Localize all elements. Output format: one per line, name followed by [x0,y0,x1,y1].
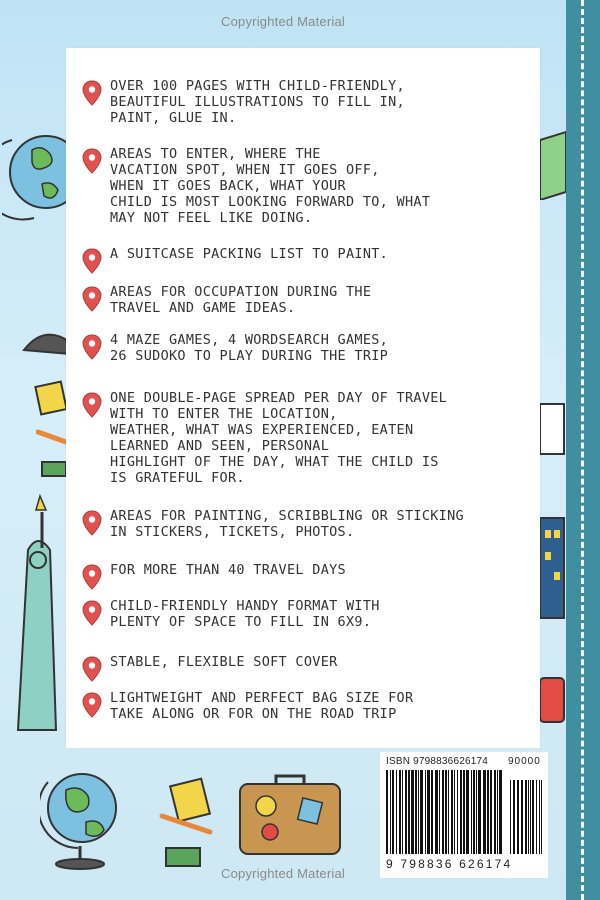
barcode-bar [483,770,486,854]
barcode-bar [457,770,458,854]
isbn-digits: 9 798836 626174 [386,857,513,871]
globe-doodle-bottom [40,762,126,872]
building-doodle [540,512,566,622]
barcode-addon-bar [517,780,519,854]
list-item [82,562,532,590]
map-pin-icon [82,392,102,418]
list-item [82,690,532,722]
list-item [82,654,532,682]
suitcase-doodle [236,770,346,860]
barcode-addon-bar [536,780,537,854]
copyright-watermark-top: Copyrighted Material [221,14,345,29]
map-pin-icon [82,692,102,718]
feature-text: FOR MORE THAN 40 TRAVEL DAYS [110,562,346,578]
barcode-bar [427,770,430,854]
barcode-bar [494,770,496,854]
barcode-addon-bar [513,780,515,854]
feature-text: AREAS FOR PAINTING, SCRIBBLING OR STICKING IN STICKERS, TICKETS, PHOTOS. [110,508,464,540]
barcode-bar [442,770,444,854]
feature-text: OVER 100 PAGES WITH CHILD-FRIENDLY, BEAUTIFUL ILLUSTRATIONS TO FILL IN, PAINT, GLUE IN. [110,78,405,126]
globe-doodle-left [2,120,68,240]
pencil-doodle-bottom [158,810,218,840]
barcode-bar [471,770,472,854]
barcode-bar [435,770,438,854]
barcode-bar [460,770,462,854]
barcode-addon-bar [521,780,523,854]
bus-doodle [540,672,566,732]
list-item [82,598,532,630]
feature-text: A SUITCASE PACKING LIST TO PAINT. [110,246,389,262]
barcode-bar [392,770,394,854]
barcode-bar [448,770,449,854]
map-pin-icon [82,334,102,360]
map-pin-icon [82,286,102,312]
copyright-watermark-bottom: Copyrighted Material [221,866,345,881]
barcode-bar [431,770,433,854]
list-item [82,78,532,126]
isbn-barcode [380,752,548,878]
map-pin-icon [82,80,102,106]
barcode-addon-bar [528,780,529,854]
barcode-bar [418,770,419,854]
feature-text: ONE DOUBLE-PAGE SPREAD PER DAY OF TRAVEL WITH TO ENTER THE LOCATION, WEATHER, WHAT WAS EXPERIENCED, EATEN LEARNED AND SEEN, PERSONAL HIGHLIGHT OF THE DAY, WHAT THE CHILD IS IS GRATEFUL FOR. [110,390,448,486]
pencil-doodle-left [36,428,70,446]
barcode-bar [386,770,388,854]
feature-text: 4 MAZE GAMES, 4 WORDSEARCH GAMES, 26 SUDOKO TO PLAY DURING THE TRIP [110,332,389,364]
barcode-bar [476,770,477,854]
barcode-bar [478,770,481,854]
barcode-bar [408,770,410,854]
list-item [82,390,532,486]
list-item [82,246,532,274]
barcode-addon-bar [541,780,542,854]
barcode-bar [420,770,423,854]
map-pin-icon [82,656,102,682]
note-doodle [34,378,68,418]
barcode-bar [454,770,455,854]
spine-stitching [581,0,584,900]
barcode-bar [396,770,397,854]
feature-text: LIGHTWEIGHT AND PERFECT BAG SIZE FOR TAKE ALONG OR FOR ON THE ROAD TRIP [110,690,414,722]
barcode-bar [463,770,465,854]
list-item [82,332,532,364]
barcode-bar [490,770,492,854]
map-pin-icon [82,600,102,626]
barcode-bar [451,770,453,854]
barcode-bar [466,770,469,854]
barcode-addon-bar [530,780,531,854]
barcode-bar [445,770,447,854]
barcode-bar [473,770,475,854]
feature-text: CHILD-FRIENDLY HANDY FORMAT WITH PLENTY OF SPACE TO FILL IN 6X9. [110,598,380,630]
barcode-addon-bar [525,780,527,854]
barcode-bar [487,770,489,854]
map-pin-icon [82,148,102,174]
barcode-addon-bar [532,780,534,854]
barcode-bar [497,770,498,854]
hat-doodle [20,320,70,360]
price-code: 90000 [508,756,541,767]
barcode-bar [499,770,502,854]
isbn-label: ISBN 9798836626174 [386,756,489,767]
barcode-bar [425,770,426,854]
map-pin-icon [82,248,102,274]
map-pin-icon [82,510,102,536]
money-doodle-left [40,458,68,482]
feature-panel [66,48,540,748]
barcode-addon-bar [539,780,540,854]
barcode-bar [399,770,401,854]
list-item [82,146,532,226]
barcode-bar [439,770,440,854]
list-item [82,508,532,540]
barcode-bar [405,770,407,854]
feature-text: STABLE, FLEXIBLE SOFT COVER [110,654,338,670]
list-item [82,284,532,316]
barcode-addon-bar [510,780,511,854]
map-pin-icon [82,564,102,590]
board-doodle [540,400,566,460]
barcode-bar [390,770,391,854]
statue-of-liberty-doodle [6,490,68,750]
feature-text: AREAS FOR OCCUPATION DURING THE TRAVEL AND GAME IDEAS. [110,284,372,316]
barcode-bar [411,770,414,854]
barcode-bar [402,770,403,854]
feature-text: AREAS TO ENTER, WHERE THE VACATION SPOT, WHEN IT GOES OFF, WHEN IT GOES BACK, WHAT YOUR CHILD IS MOST LOOKING FORWARD TO, WHAT MAY NOT FEEL LIKE DOING. [110,146,431,226]
map-doodle [540,130,566,200]
barcode-bar [415,770,417,854]
barcode-bars [386,770,542,856]
